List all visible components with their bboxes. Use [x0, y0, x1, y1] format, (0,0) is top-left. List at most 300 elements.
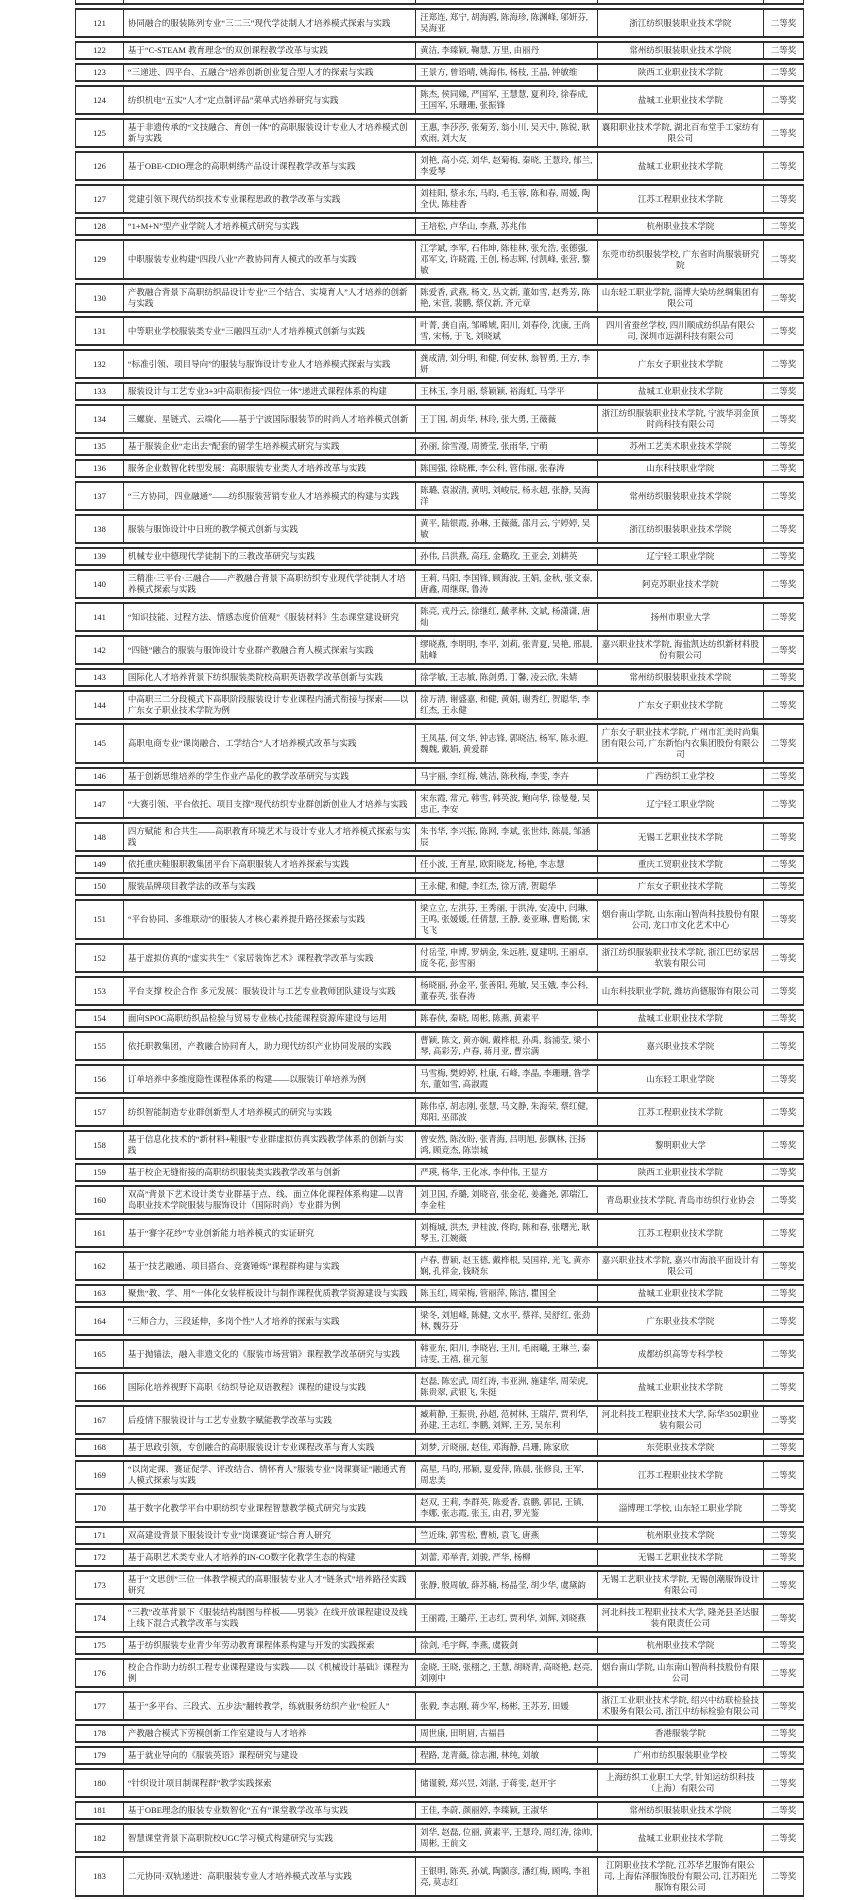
row-number: 134 [93, 413, 106, 424]
institution: 盐城工业职业技术学院 [597, 153, 764, 179]
institution: 河北科技工程职业技术大学, 隆尧县圣达服装有限责任公司 [597, 1605, 764, 1631]
institution: 成都纺织高等专科学校 [597, 1341, 764, 1367]
table-row [75, 349, 804, 379]
table-row [75, 690, 804, 720]
award-badge: 二等奖 [763, 1572, 803, 1598]
authors: 龚成清, 刘分明, 和健, 何安林, 翁智勇, 王方, 李妍 [415, 351, 597, 377]
table-row [75, 316, 804, 346]
institution: 杭州职业技术学院 [597, 219, 764, 234]
table-row [75, 1306, 804, 1336]
institution: 苏州工艺美术职业技术学院 [597, 439, 764, 454]
row-number: 166 [93, 1381, 106, 1392]
authors: 赵磊, 陈宏武, 周红涛, 韦亚洲, 施建华, 周荣虎, 陈贵翠, 武银飞, 朱挺 [415, 1374, 597, 1400]
project-title: 基于OBE理念的服装专业数智化“五有”课堂教学改革与实践 [123, 1803, 415, 1818]
project-title [123, 0, 415, 3]
row-number: 143 [93, 672, 106, 682]
row-number: 147 [93, 798, 106, 809]
row-number: 125 [93, 127, 106, 138]
authors: 陈爱香, 武燕, 杨文, 丛文新, 董如雪, 赵秀芳, 陈艳, 宋营, 裴鹏, 蔡仪新, 齐元章 [415, 285, 597, 311]
authors: 臧莉静, 王振贵, 孙超, 范树林, 王瑞芹, 贾利华, 孙建, 王志红, 李鹏, 刘辉, 王芳, 吴东利 [415, 1407, 597, 1433]
award-badge: 二等奖 [763, 439, 803, 454]
project-title: 聚焦“教、学、用”一体化女装样板设计与制作课程优质教学资源建设与实践 [123, 1286, 415, 1301]
award-badge: 二等奖 [763, 461, 803, 476]
award-badge: 二等奖 [763, 1440, 803, 1455]
authors: 叶菁, 龚自南, 邹晞虓, 阳川, 刘春伶, 沈康, 王尚雪, 宋杨, 于飞, 刘晓斌 [415, 318, 597, 344]
row-number: 158 [93, 1139, 106, 1150]
award-badge: 二等奖 [763, 1693, 803, 1719]
project-title: 协同融合的服装陈列专业“三二三”现代学徒制人才培养模式探索与实践 [123, 10, 415, 36]
award-badge: 二等奖 [763, 879, 803, 894]
project-title: 后疫情下服装设计与工艺专业数字赋能教学改革与实践 [123, 1407, 415, 1433]
institution: 盐城工业职业技术学院 [597, 1286, 764, 1301]
project-title: 基于“謇字花纱”专业创新能力培养模式的实证研究 [123, 1220, 415, 1246]
project-title: 中高职三二分段模式下高职阶段服装设计专业课程内涵式衔接与探索——以广东女子职业技术学院为例 [123, 692, 415, 718]
row-number: 170 [93, 1502, 106, 1513]
authors: 刘华, 赵磊, 位丽, 黄素平, 王慧玲, 周红涛, 徐帅, 周彬, 王前文 [415, 1825, 597, 1851]
award-badge: 二等奖 [763, 1011, 803, 1026]
authors: 王佳, 李蔚, 颜丽婷, 李臻颖, 王淑华 [415, 1803, 597, 1818]
table-row [75, 1064, 804, 1094]
institution: 广东女子职业技术学院 [597, 351, 764, 377]
table-row [75, 239, 804, 280]
row-number: 151 [93, 914, 106, 924]
institution: 东莞市纺织服装学校, 广东省时尚服装研究院 [597, 241, 764, 278]
authors: 杨晓丽, 孙金平, 张善阳, 苑敏, 吴玉娥, 李公科, 董春英, 张春涛 [415, 978, 597, 1004]
project-title: 高职电商专业“课岗融合、工学结合”人才培养模式改革与实践 [123, 725, 415, 762]
authors: 卢春, 曹颖, 赵玉德, 戴桦根, 吴国祥, 光飞, 黄亦娴, 孔祥金, 钱晓东 [415, 1253, 597, 1279]
table-row [75, 1856, 804, 1897]
authors: 王培松, 卢华山, 李燕, 苏兆伟 [415, 219, 597, 234]
award-badge: 二等奖 [763, 1825, 803, 1851]
award-badge: 二等奖 [763, 1374, 803, 1400]
project-title: 基于“文思创”三位一体教学模式的高职服装专业人才“链条式”培养路径实践研究 [123, 1572, 415, 1598]
authors: 高星, 马昀, 邢颖, 夏爱萍, 陈晨, 张修良, 王军, 周忠美 [415, 1462, 597, 1488]
project-title: 基于抛锚法，融入非遗文化的《服装市场营销》课程教学改革研究与实践 [123, 1341, 415, 1367]
award-badge: 二等奖 [763, 692, 803, 718]
award-badge: 二等奖 [763, 1220, 803, 1246]
institution: 盐城工业职业技术学院 [597, 384, 764, 399]
project-title: 国际化培养视野下高职《纺织导论双语教程》课程的建设与实践 [123, 1374, 415, 1400]
table-row [75, 767, 804, 786]
table-row [75, 1009, 804, 1028]
row-number: 177 [93, 1700, 106, 1711]
award-badge: 二等奖 [763, 10, 803, 36]
row-number: 174 [93, 1612, 106, 1623]
authors: 孙丽, 徐雪漫, 周赟莹, 张雨华, 宁萌 [415, 439, 597, 454]
project-title: 基于信息化技术的“新材料+鞋服”专业群虚拟仿真实践教学体系的创新与实践 [123, 1132, 415, 1158]
project-title: 服装品牌项目教学法的改革与实践 [123, 879, 415, 894]
table-row [75, 514, 804, 544]
project-title: “平台协同、多维联动”的服装人才核心素养提升路径探索与实践 [123, 901, 415, 938]
institution: 常州纺织服装职业技术学院 [597, 670, 764, 685]
institution: 嘉兴职业技术学院 [597, 1033, 764, 1059]
project-title: 基于“多平台、三段式、五步法”翻转教学，练就服务纺织产业“检匠人” [123, 1693, 415, 1719]
project-title: 校企合作助力纺织工程专业课程建设与实践——以《机械设计基础》课程为例 [123, 1660, 415, 1686]
award-badge: 二等奖 [763, 43, 803, 58]
table-row [75, 976, 804, 1006]
row-number: 161 [93, 1227, 106, 1238]
awards-table [75, 0, 804, 1900]
award-badge: 二等奖 [763, 153, 803, 179]
institution: 盐城工业职业技术学院 [597, 1825, 764, 1851]
award-badge: 二等奖 [763, 1308, 803, 1334]
institution: 黎明职业大学 [597, 1132, 764, 1158]
award-badge: 二等奖 [763, 1528, 803, 1543]
project-title: 产教融合模式下劳模创新工作室建设与人才培养 [123, 1726, 415, 1741]
institution: 青岛职业技术学院, 青岛市纺织行业协会 [597, 1187, 764, 1213]
award-badge: 二等奖 [763, 1066, 803, 1092]
authors: 王惠, 李莎莎, 张菊芳, 翁小川, 吴天中, 陈锐, 耿欢雨, 刘大友 [415, 120, 597, 146]
project-title: 中职服装专业构建“四段八业”产教协同育人模式的改革与实践 [123, 241, 415, 278]
authors: 江学斌, 李军, 石伟坤, 陈桂林, 张允浩, 张德强, 邓军文, 许晓霞, 王创, 杨志辉, 付凯峰, 张营, 黎敏 [415, 241, 597, 278]
row-number: 169 [93, 1469, 106, 1480]
authors: 张静, 殷周敏, 薛苏楠, 杨晶莹, 胡少华, 虞黛韵 [415, 1572, 597, 1598]
row-number: 136 [93, 463, 106, 473]
table-row [75, 602, 804, 632]
project-title: 中等职业学校服装类专业“三融四互动”人才培养模式创新与实践 [123, 318, 415, 344]
project-title: 基于“技艺融通、项目搭台、竞赛锤炼”课程群构建与实践 [123, 1253, 415, 1279]
award-badge: 二等奖 [763, 186, 803, 212]
row-number: 121 [93, 17, 106, 28]
institution: 阿克苏职业技术学院 [597, 571, 764, 597]
authors: 梁立立, 左洪芬, 王秀丽, 于洪涛, 安凌中, 闫琳, 王鸣, 张媛媛, 任倩慧, 王静, 姜亚琳, 曹贻儒, 宋飞飞 [415, 901, 597, 938]
authors: 刘梦, 亓晓丽, 赵佳, 邓海静, 吕珊, 陈家欣 [415, 1440, 597, 1455]
project-title: 服务企业数智化转型发展：高职服装专业类人才培养改革与实践 [123, 461, 415, 476]
row-number: 145 [93, 738, 106, 748]
authors: 陈杰, 侯同娣, 严国军, 王慧慧, 夏利玲, 徐春成, 王国军, 乐珊珊, 张振锋 [415, 87, 597, 113]
award-badge: 二等奖 [763, 901, 803, 938]
table-row [75, 404, 804, 434]
table-row [75, 1372, 804, 1402]
institution: 江苏工程职业技术学院 [597, 1220, 764, 1246]
table-row [75, 437, 804, 456]
row-number: 157 [93, 1106, 106, 1117]
authors: 黄平, 陆银霞, 孙琳, 王薇薇, 邵月云, 宁婷婷, 吴敏 [415, 516, 597, 542]
table-row [75, 822, 804, 852]
table-row [75, 217, 804, 236]
table-row [75, 899, 804, 940]
table-row [75, 1438, 804, 1457]
project-title: 党建引领下现代纺织技术专业课程思政的教学改革与实践 [123, 186, 415, 212]
project-title: 基于校企无缝衔接的高职纺织服装类实践教学改革与创新 [123, 1165, 415, 1180]
authors: 王莉, 马阳, 李国锋, 顾海波, 王娟, 金秋, 张文泰, 唐鑫, 周继琛, 鲁涛 [415, 571, 597, 597]
table-row [75, 283, 804, 313]
authors: 张毅, 李志刚, 蒋少军, 杨彬, 王苏芳, 田媛 [415, 1693, 597, 1719]
table-row [75, 1097, 804, 1127]
project-title: 依托职教集团，产教融合协同育人，助力现代纺织产业协同发展的实践 [123, 1033, 415, 1059]
project-title: 基于服装企业“走出去”配套的留学生培养模式研究与实践 [123, 439, 415, 454]
authors: 孙伟, 吕洪燕, 高珏, 金璐玫, 王亚会, 刘耕英 [415, 549, 597, 564]
institution: 襄阳职业技术学院, 湖北百布堂手工家纺有限公司 [597, 120, 764, 146]
institution: 广东女子职业技术学院 [597, 692, 764, 718]
institution: 陕西工业职业技术学院 [597, 65, 764, 80]
project-title: 二元协同·双轨递进：高职服装专业人才培养模式改革与实践 [123, 1858, 415, 1895]
institution: 淄博理工学校, 山东轻工职业学院 [597, 1495, 764, 1521]
award-badge: 二等奖 [763, 1748, 803, 1763]
institution: 广州市纺织服装职业学校 [597, 1748, 764, 1763]
project-title: “大赛引领、平台依托、项目支撑”现代纺织专业群创新创业人才培养与实践 [123, 791, 415, 817]
authors: 陈伟卓, 胡志刚, 张慧, 马文静, 朱海荣, 蔡红健, 郑阳, 巫邵波 [415, 1099, 597, 1125]
row-number: 159 [93, 1167, 106, 1177]
authors: 梁冬, 刘旭峰, 陈健, 文水平, 蔡祥, 吴舒红, 张劲林, 魏芬芬 [415, 1308, 597, 1334]
authors: 马宇丽, 李红梅, 姚洁, 陈秋梅, 李雯, 李卉 [415, 769, 597, 784]
authors: 王永健, 和健, 李红杰, 徐万清, 贺聪华 [415, 879, 597, 894]
row-number: 140 [93, 578, 106, 589]
institution: 重庆工贸职业技术学院 [597, 857, 764, 872]
row-number: 168 [93, 1442, 106, 1452]
authors: 陈春侠, 秦晓, 周彬, 陈燕, 黄素平 [415, 1011, 597, 1026]
row-number: 153 [93, 985, 106, 996]
row-number: 138 [93, 523, 106, 534]
project-title: “四链”融合的服装与服饰设计专业群产教融合育人模式探索与实践 [123, 637, 415, 663]
authors: 徐剑, 毛宇辉, 李燕, 虞筱剑 [415, 1638, 597, 1653]
authors: 曹颖, 陈文, 黄亦娴, 戴桦根, 孙禹, 翁浦莹, 梁小琴, 高彩芳, 卢春, 蒋月亚, 曹宗满 [415, 1033, 597, 1059]
table-row [75, 1163, 804, 1182]
project-title: 三精准·三平台·三融合——产教融合背景下高职纺织专业现代学徒制人才培养模式探索与实践 [123, 571, 415, 597]
row-number: 181 [93, 1805, 106, 1815]
authors: 陈亮, 戎丹云, 徐继红, 戴孝林, 文斌, 杨潇潇, 唐灿 [415, 604, 597, 630]
project-title: “针织设计项目制课程群”教学实践探索 [123, 1770, 415, 1796]
award-badge: 二等奖 [763, 1407, 803, 1433]
row-number: 123 [93, 67, 106, 77]
table-row [75, 1031, 804, 1061]
award-badge: 二等奖 [763, 120, 803, 146]
award-badge: 二等奖 [763, 978, 803, 1004]
table-row-cutoff [75, 0, 804, 5]
institution: 广西纺织工业学校 [597, 769, 764, 784]
authors: 陈玉红, 周荣梅, 管丽萍, 陈洁, 瞿国全 [415, 1286, 597, 1301]
project-title: 基于OBE-CDIO理念的高职刺绣产品设计课程教学改革与实践 [123, 153, 415, 179]
table-row [75, 547, 804, 566]
authors: 王银明, 陈英, 孙斌, 陶颢彦, 潘红梅, 顾鸣, 李祖亮, 莫志红 [415, 1858, 597, 1895]
authors: 汪郑连, 郑宁, 胡海鸥, 陈海珍, 陈渊峰, 邬妍芬, 吴海亚 [415, 10, 597, 36]
table-row [75, 1658, 804, 1688]
award-badge: 二等奖 [763, 219, 803, 234]
award-badge: 二等奖 [763, 1099, 803, 1125]
award-badge: 二等奖 [763, 1033, 803, 1059]
award-badge: 二等奖 [763, 1132, 803, 1158]
table-row [75, 151, 804, 181]
institution: 烟台南山学院, 山东南山智尚科技股份有限公司 [597, 1660, 764, 1686]
project-title: “知识技能、过程方法、情感态度价值观”《服装材料》生态课堂建设研究 [123, 604, 415, 630]
row-number: 176 [93, 1667, 106, 1678]
award-badge: 二等奖 [763, 318, 803, 344]
project-title: “以岗定课、赛证促学、评改结合、情怀育人”服装专业“岗课赛证”融通式育人模式探索与实践 [123, 1462, 415, 1488]
award-badge: 二等奖 [763, 791, 803, 817]
authors: 严瑛, 杨华, 王化冰, 李仲伟, 王显方 [415, 1165, 597, 1180]
row-number: 183 [93, 1871, 106, 1881]
institution: 烟台南山学院, 山东南山智尚科技股份有限公司, 龙口市文化艺术中心 [597, 901, 764, 938]
authors: 刘卫国, 乔璐, 刘晓音, 张金花, 姜鑫尧, 郭瑞江, 李金柱 [415, 1187, 597, 1213]
authors: 刘艳, 高小亮, 刘华, 赵菊梅, 秦晓, 王慧玲, 郁兰, 李爱琴 [415, 153, 597, 179]
institution: 山东科技职业学院 [597, 461, 764, 476]
institution: 山东科技职业学院, 潍坊尚德服饰有限公司 [597, 978, 764, 1004]
project-title: 基于“C-STEAM 教育理念”的双创课程教学改革与实践 [123, 43, 415, 58]
row-number: 154 [93, 1013, 106, 1023]
award-badge: 二等奖 [763, 87, 803, 113]
project-title: 纺织机电“五实”人才“定点制评品”菜单式培养研究与实践 [123, 87, 415, 113]
award-badge: 二等奖 [763, 1286, 803, 1301]
authors: 缪晓燕, 李明明, 李平, 刘莉, 张青夏, 吴艳, 邢晨, 陆峰 [415, 637, 597, 663]
authors [415, 0, 597, 3]
project-title: 基于纺织服装专业青少年劳动教育课程体系构建与开发的实践探索 [123, 1638, 415, 1653]
project-title: 基于思政引领，专创融合的高职服装设计专业课程改革与育人实践 [123, 1440, 415, 1455]
table-row [75, 1603, 804, 1633]
project-title: 双高建设背景下服装设计专业“岗课赛证”综合育人研究 [123, 1528, 415, 1543]
authors: 王凤基, 何文华, 钟志锋, 郭晓洁, 杨军, 陈永遐, 魏魏, 戴娟, 黄爱群 [415, 725, 597, 762]
row-number: 122 [93, 45, 106, 55]
institution: 陕西工业职业技术学院 [597, 1165, 764, 1180]
row-number: 128 [93, 221, 106, 231]
institution: 杭州职业技术学院 [597, 1528, 764, 1543]
row-number: 178 [93, 1728, 106, 1738]
table-row [75, 118, 804, 148]
row-number: 126 [93, 160, 106, 171]
award-badge: 二等奖 [763, 670, 803, 685]
row-number: 146 [93, 771, 106, 781]
table-row [75, 85, 804, 115]
project-title: 服装与服饰设计中日班的教学模式创新与实践 [123, 516, 415, 542]
award-badge: 二等奖 [763, 406, 803, 432]
project-title: 双高”背景下艺术设计类专业群基于点、线、面立体化课程体系构建—以青岛职业技术学院服装与服饰设计（国际时尚）专业群为例 [123, 1187, 415, 1213]
award-badge: 二等奖 [763, 1187, 803, 1213]
project-title: 机械专业中德现代学徒制下的三教改革研究与实践 [123, 549, 415, 564]
row-number: 163 [93, 1288, 106, 1298]
table-row [75, 668, 804, 687]
authors: 陈璐, 袁淑清, 黄明, 刘峻辰, 杨永超, 张静, 吴海洋 [415, 483, 597, 509]
row-number: 133 [93, 386, 106, 396]
authors: 陈国强, 徐晓雁, 李公科, 管伟丽, 张春涛 [415, 461, 597, 476]
institution: 无锡工艺职业技术学院, 无锡创潮服饰设计有限公司 [597, 1572, 764, 1598]
project-title: “1+M+N”型产业学院人才培养模式研究与实践 [123, 219, 415, 234]
row-number: 182 [93, 1832, 106, 1843]
award-badge: 二等奖 [763, 571, 803, 597]
row-number: 156 [93, 1073, 106, 1084]
award-badge: 二等奖 [763, 1495, 803, 1521]
award-badge: 二等奖 [763, 1341, 803, 1367]
institution: 江苏工程职业技术学院 [597, 186, 764, 212]
authors: 竺近珠, 郭雪松, 曹桢, 袁飞, 唐燕 [415, 1528, 597, 1543]
institution: 广东职业技术学院 [597, 1308, 764, 1334]
project-title: 平台支撑 校企合作 多元发展：服装设计与工艺专业教师团队建设与实践 [123, 978, 415, 1004]
award-badge: 二等奖 [763, 1660, 803, 1686]
institution: 广东女子职业技术学院 [597, 879, 764, 894]
institution: 盐城工业职业技术学院 [597, 1374, 764, 1400]
award-badge: 二等奖 [763, 945, 803, 971]
authors: 黄洁, 李臻颖, 鞠慧, 万里, 由丽丹 [415, 43, 597, 58]
row-number: 173 [93, 1579, 106, 1590]
row-number: 162 [93, 1260, 106, 1271]
row-number: 135 [93, 441, 106, 451]
award-badge: 二等奖 [763, 1462, 803, 1488]
authors: 王林玉, 李月丽, 蔡颖颖, 裕海虹, 马学平 [415, 384, 597, 399]
award-badge: 二等奖 [763, 241, 803, 278]
row-number: 175 [93, 1640, 106, 1650]
project-title: 依托重庆鞋服职教集团平台下高职服装人才培养探索与实践 [123, 857, 415, 872]
project-title: 基于高职艺术类专业人才培养的IN-CO数字化教学生态的构建 [123, 1550, 415, 1565]
award-badge: 二等奖 [763, 769, 803, 784]
row-number: 132 [93, 358, 106, 369]
project-title: “三方协同，四业融通”——纺织服装营销专业人才培养模式的构建与实践 [123, 483, 415, 509]
table-row [75, 1130, 804, 1160]
project-title: 基于数字化教学平台中职纺织专业课程智慧教学模式研究与实践 [123, 1495, 415, 1521]
authors: 储谨毅, 郑兴昱, 刘湛, 于蒋雯, 赵开宇 [415, 1770, 597, 1796]
award-badge: 二等奖 [763, 1770, 803, 1796]
table-row [75, 1405, 804, 1435]
award-badge: 二等奖 [763, 285, 803, 311]
table-row [75, 1636, 804, 1655]
authors: 王丁国, 胡贞华, 林玲, 张大勇, 王薇薇 [415, 406, 597, 432]
table-row [75, 1185, 804, 1215]
row-number: 160 [93, 1194, 106, 1205]
project-title: 面向SPOC高职纺织品检验与贸易专业核心技能课程资源库建设与运用 [123, 1011, 415, 1026]
institution: 扬州市职业大学 [597, 604, 764, 630]
authors: 周世康, 田明眉, 古福昌 [415, 1726, 597, 1741]
award-badge: 二等奖 [763, 1726, 803, 1741]
table-row [75, 1724, 804, 1743]
institution: 香港服装学院 [597, 1726, 764, 1741]
award-badge: 二等奖 [763, 1638, 803, 1653]
project-title: “三师合力，三段延伸，多岗个性”人才培养的探索与实践 [123, 1308, 415, 1334]
row-number: 180 [93, 1777, 106, 1788]
institution: 浙江纺织服装职业技术学院 [597, 10, 764, 36]
table-row [75, 1746, 804, 1765]
table-row [75, 1284, 804, 1303]
row-number: 171 [93, 1530, 106, 1540]
row-number: 150 [93, 881, 106, 891]
authors: 付岳莹, 申博, 罗炳金, 朱远胜, 夏建明, 王丽卓, 庞冬花, 彭雪丽 [415, 945, 597, 971]
project-title: 国际化人才培养背景下纺织服装类院校高职英语教学改革创新与实践 [123, 670, 415, 685]
institution: 常州纺织服装职业技术学院 [597, 1803, 764, 1818]
row-number: 149 [93, 859, 106, 869]
institution: 嘉兴职业技术学院, 嘉兴市海浪平面设计有限公司 [597, 1253, 764, 1279]
institution: 江苏工程职业技术学院 [597, 1099, 764, 1125]
table-row [75, 1218, 804, 1248]
project-title: “三递进、四平台、五融合”培养创新创业复合型人才的探索与实践 [123, 65, 415, 80]
row-number: 131 [93, 325, 106, 336]
table-row [75, 1768, 804, 1798]
row-number: 152 [93, 952, 106, 963]
row-number: 172 [93, 1552, 106, 1562]
institution: 广东女子职业技术学院, 广州市汇美时尚集团有限公司, 广东新怡内衣集团股份有限公司 [597, 725, 764, 762]
institution: 辽宁轻工职业学院 [597, 549, 764, 564]
award-badge: 二等奖 [763, 637, 803, 663]
project-title: 订单培养中多维度隐性课程体系的构建——以服装订单培养为例 [123, 1066, 415, 1092]
authors: 赵双, 王莉, 李群英, 陈爱香, 袁鹏, 郭昆, 王镇, 李娜, 张志霞, 张玉, 由君, 罗光鉴 [415, 1495, 597, 1521]
table-row [75, 1339, 804, 1369]
institution: 常州纺织服装职业技术学院 [597, 43, 764, 58]
project-title: 纺织智能制造专业群创新型人才培养模式的研究与实践 [123, 1099, 415, 1125]
project-title: 基于虚拟仿真的“虚实共生”《家居装饰艺术》课程教学改革与实践 [123, 945, 415, 971]
project-title: “标准引领、项目导向”的服装与服饰设计专业人才培养模式探索与实践 [123, 351, 415, 377]
authors: 韩亚东, 阳川, 李晓岩, 王川, 毛雨曦, 王琳兰, 秦诗雯, 王禧, 崔元玺 [415, 1341, 597, 1367]
table-row [75, 789, 804, 819]
project-title: 基于就业导向的《服装英语》课程研究与建设 [123, 1748, 415, 1763]
institution: 上海纺织工业职工大学, 针知运纺织科技（上海）有限公司 [597, 1770, 764, 1796]
institution: 无锡工艺职业技术学院 [597, 824, 764, 850]
authors: 宋东霞, 常元, 韩雪, 韩英波, 鲍向华, 徐曼曼, 吴忠正, 李安 [415, 791, 597, 817]
row-number [76, 0, 123, 3]
table-row [75, 481, 804, 511]
institution: 浙江纺织服装职业技术学院 [597, 516, 764, 542]
table-row [75, 1823, 804, 1853]
award-badge: 二等奖 [763, 384, 803, 399]
authors: 刘梅城, 洪杰, 尹桂波, 佟昀, 陈和春, 张曙光, 耿琴玉, 江婉薇 [415, 1220, 597, 1246]
award-badge: 二等奖 [763, 1165, 803, 1180]
table-row [75, 1570, 804, 1600]
row-number: 129 [93, 254, 106, 264]
institution: 嘉兴职业技术学院, 海盐凯达纺织新材料股份有限公司 [597, 637, 764, 663]
